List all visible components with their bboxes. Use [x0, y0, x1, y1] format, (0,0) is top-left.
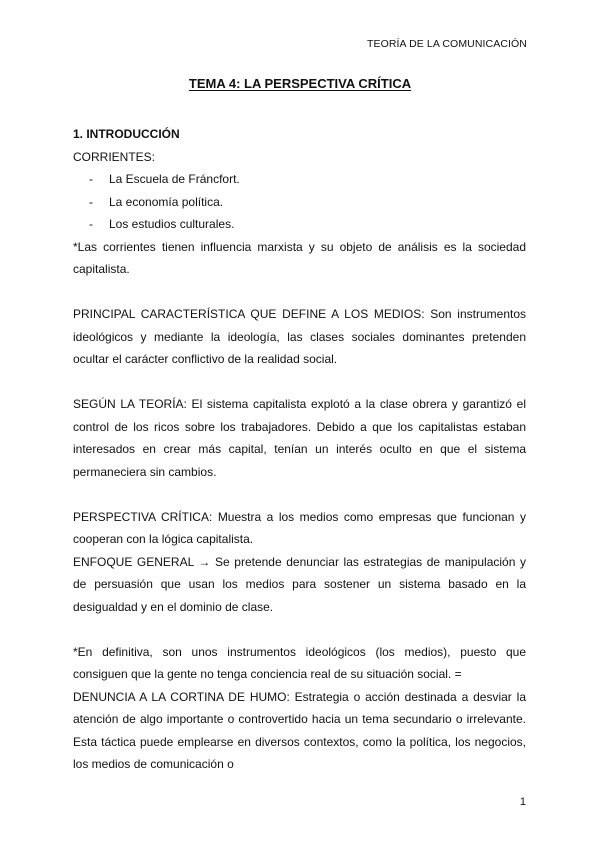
page-number: 1 — [519, 796, 526, 808]
paragraph-perspectiva: PERSPECTIVA CRÍTICA: Muestra a los medios como empresas que funcionan y cooperan con la lógica capitalista. — [73, 509, 526, 546]
bullet-dash: - — [89, 194, 93, 209]
running-header: TEORÍA DE LA COMUNICACIÓN — [366, 38, 527, 50]
paragraph-enfoque: ENFOQUE GENERAL → Se pretende denunciar las estrategias de manipulación y de persuasión que usan los medios para sostener un sistema basado en la desigualdad y en el dominio de clase. — [73, 554, 526, 614]
paragraph-denuncia: DENUNCIA A LA CORTINA DE HUMO: Estrategia o acción destinada a desviar la atención de algo importante o controvertido hacia un tema secundario o irrelevante. Esta táctica puede emplearse en diversos contextos, como la política, los negocios, los medios de comunicación o — [73, 689, 526, 771]
document-body — [73, 123, 526, 776]
paragraph-teoria: SEGÚN LA TEORÍA: El sistema capitalista explotó a la clase obrera y garantizó el control de los ricos sobre los trabajadores. Debido a que los capitalistas estaban interesados en crear más capital, tenían un interés oculto en que el sistema permaneciera sin cambios. — [73, 397, 526, 479]
corrientes-note: *Las corrientes tienen influencia marxista y su objeto de análisis es la sociedad capitalista. — [73, 239, 526, 276]
paragraph-caracteristica: PRINCIPAL CARACTERÍSTICA QUE DEFINE A LOS MEDIOS: Son instrumentos ideológicos y mediante la ideología, las clases sociales dominantes pretenden ocultar el carácter conflictivo de la realidad social. — [73, 307, 526, 366]
bullet-dash: - — [89, 217, 93, 231]
document-title: TEMA 4: LA PERSPECTIVA CRÍTICA — [188, 76, 412, 91]
paragraph-definitiva: *En definitiva, son unos instrumentos ideológicos (los medios), puesto que consiguen que la gente no tenga conciencia real de su situación social. = — [73, 644, 526, 681]
list-item — [89, 213, 526, 236]
bullet-dash: - — [89, 172, 93, 186]
corrientes-label: CORRIENTES: — [73, 149, 156, 164]
list-item-text: La economía política. — [109, 194, 224, 209]
list-item-text: Los estudios culturales. — [109, 217, 235, 231]
corrientes-list — [73, 168, 526, 236]
section-heading: 1. INTRODUCCIÓN — [73, 127, 180, 141]
list-item — [89, 168, 526, 191]
list-item — [89, 191, 526, 214]
list-item-text: La Escuela de Fráncfort. — [109, 172, 240, 186]
